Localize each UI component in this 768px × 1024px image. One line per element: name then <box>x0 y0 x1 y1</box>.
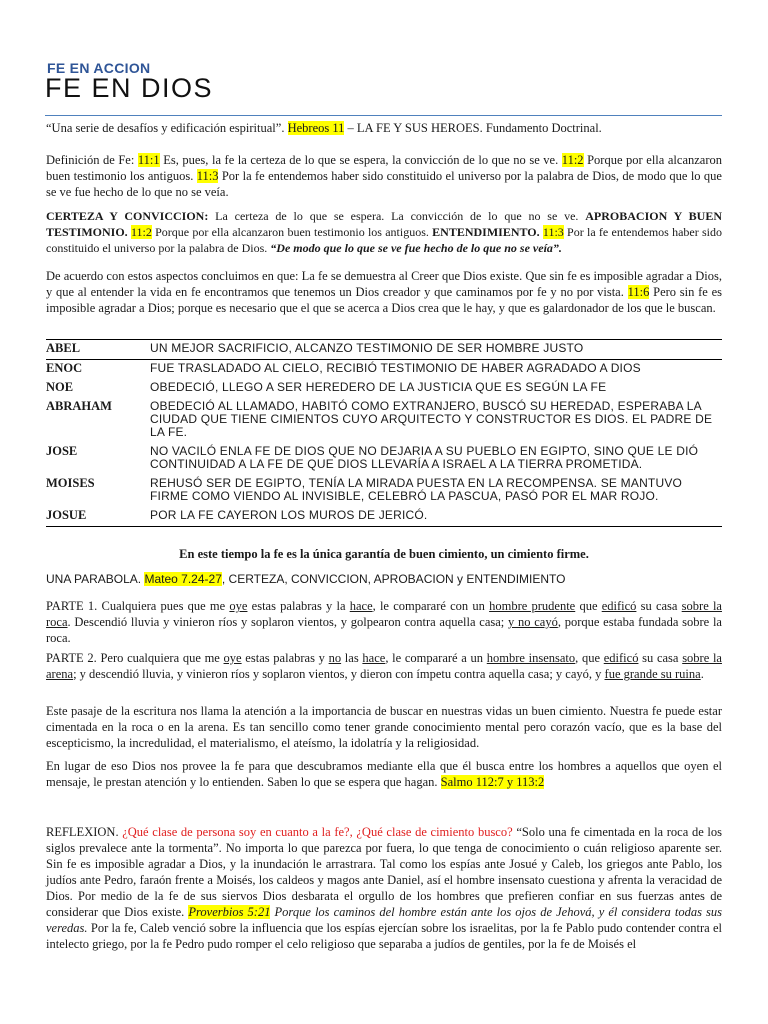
hero-description: OBEDECIÓ, LLEGO A SER HEREDERO DE LA JUSTICIA QUE ES SEGÚN LA FE <box>150 380 607 394</box>
section-kicker: FE EN ACCION <box>47 60 151 76</box>
parte1-paragraph: PARTE 1. Cualquiera pues que me oye estas palabras y la hace, le compararé con un hombre prudente que edificó su casa sobre la roca. Descendió lluvia y vinieron ríos y soplaron vientos, y golpearon contra aquella casa; y no cayó, porque estaba fundada sobre la roca. <box>46 599 722 645</box>
hero-description: NO VACILÓ ENLA FE DE DIOS QUE NO DEJARIA A SU PUEBLO EN EGIPTO, SINO QUE LE DIÓ CONTINUIDAD A LA FE DE QUE DIOS LLEVARÍA A ISRAEL A LA TIERRA PROMETIDA. <box>150 444 699 471</box>
definition-paragraph: Definición de Fe: 11:1 Es, pues, la fe la certeza de lo que se espera, la convicción de lo que no se ve. 11:2 Porque por ella alcanzaron buen testimonio los antiguos. 11:3 Por la fe entendemos haber sido constituido el universo por la palabra de Dios, de modo que lo que se ve fue hecho de lo que no se veía. <box>46 153 722 199</box>
summary-note: En este tiempo la fe es la única garantía de buen cimiento, un cimiento firme. <box>179 547 589 561</box>
intro-paragraph: “Una serie de desafíos y edificación espiritual”. Hebreos 11 – LA FE Y SUS HEROES. Fundamento Doctrinal. <box>46 121 602 135</box>
hero-description: REHUSÓ SER DE EGIPTO, TENÍA LA MIRADA PUESTA EN LA RECOMPENSA. SE MANTUVO FIRME COMO VIENDO AL INVISIBLE, CELEBRÓ LA PASCUA, PASÓ POR EL MAR ROJO. <box>150 476 683 503</box>
table-row <box>46 340 722 360</box>
table-row <box>46 398 722 443</box>
table-row <box>46 475 722 507</box>
heroes-table <box>46 339 722 527</box>
hero-description: FUE TRASLADADO AL CIELO, RECIBIÓ TESTIMONIO DE HABER AGRADADO A DIOS <box>150 361 641 375</box>
hero-name: ABRAHAM <box>46 399 112 413</box>
hero-description: OBEDECIÓ AL LLAMADO, HABITÓ COMO EXTRANJERO, BUSCÓ SU HEREDAD, ESPERABA LA CIUDAD QUE TIENE CIMIENTOS CUYO ARQUITECTO Y CONSTRUCTOR ES DIOS. EL PADRE DE LA FE. <box>150 399 713 439</box>
bible-reference: 11:2 <box>130 225 152 239</box>
parabola-heading: UNA PARABOLA. Mateo 7.24-27, CERTEZA, CONVICCION, APROBACION y ENTENDIMIENTO <box>46 572 566 586</box>
bible-reference: Proverbios 5:21 <box>188 905 271 919</box>
bible-reference: 11:1 <box>137 153 160 167</box>
heading-certeza: CERTEZA Y CONVICCION: <box>46 209 209 223</box>
title-divider <box>45 115 722 116</box>
bible-reference: 11:3 <box>542 225 564 239</box>
bible-reference: Mateo 7.24-27 <box>144 572 222 586</box>
reflexion-paragraph: REFLEXION. ¿Qué clase de persona soy en cuanto a la fe?, ¿Qué clase de cimiento busco? “Solo una fe cimentada en la roca de los siglos prevalece ante la tormenta”. No importa lo que parezca por fuera, lo que tenga de conocimiento o cuán religioso aparente ser. Sin fe es imposible agradar a Dios, y la inundación le arrastrara. Tal como los espías ante Josué y Caleb, los griegos ante Pablo, los judíos ante Pedro, faraón frente a Moisés, los caldeos y magos ante Daniel, así el hombre insensato cuestiona y afrenta la veracidad de Dios. Por medio de la fe de sus siervos Dios desbarata el orgullo de los hombres que prefieren confiar en sus fuerzas antes de considerar que Dios existe. Proverbios 5:21 Porque los caminos del hombre están ante los ojos de Jehová, y él considera todas sus veredas. Por la fe, Caleb venció sobre la influencia que los espías ejercían sobre los israelitas, por la fe Pablo pudo contender contra el intelecto griego, por la fe Pedro pudo romper el celo religioso que separaba a judíos de gentiles, por la fe de Moisés el <box>46 825 722 951</box>
heading-aprobacion: APROBACION Y BUEN TESTIMONIO. <box>46 209 722 239</box>
certeza-paragraph: CERTEZA Y CONVICCION: La certeza de lo que se espera. La convicción de lo que no se ve. APROBACION Y BUEN TESTIMONIO. 11:2 Porque por ella alcanzaron buen testimonio los antiguos. ENTENDIMIENTO. 11:3 Por la fe entendemos haber sido constituido el universo por la palabra de Dios. “De modo que lo que se ve fue hecho de lo que no se veía”. <box>46 209 723 255</box>
bible-reference: Hebreos 11 <box>287 121 345 135</box>
bible-reference: 11:6 <box>627 285 650 299</box>
page-title: FE EN DIOS <box>45 73 214 103</box>
hero-name: JOSE <box>46 444 78 458</box>
hero-description: POR LA FE CAYERON LOS MUROS DE JERICÓ. <box>150 507 722 527</box>
bible-reference: 11:2 <box>561 153 584 167</box>
table-row <box>46 360 722 380</box>
hero-name: ENOC <box>46 361 83 375</box>
quote: “De modo que lo que se ve fue hecho de lo que no se veía”. <box>270 241 562 255</box>
lugar-paragraph: En lugar de eso Dios nos provee la fe para que descubramos mediante ella que él busca entre los hombres a aquellos que oyen el mensaje, le prestan atención y lo entienden. Saben lo que se espera que hagan. Salmo 112:7 y 113:2 <box>46 759 722 789</box>
table-row <box>46 443 722 475</box>
hero-name: MOISES <box>46 476 95 490</box>
table-row <box>46 379 722 398</box>
bible-reference: Salmo 112:7 y 113:2 <box>440 775 545 789</box>
hero-name: ABEL <box>46 340 150 360</box>
parte2-paragraph: PARTE 2. Pero cualquiera que me oye estas palabras y no las hace, le compararé a un hombre insensato, que edificó su casa sobre la arena; y descendió lluvia, y vinieron ríos y soplaron vientos, y dieron con ímpetu contra aquella casa; y cayó, y fue grande su ruina. <box>46 651 722 681</box>
reflexion-question: ¿Qué clase de persona soy en cuanto a la fe?, ¿Qué clase de cimiento busco? <box>122 825 513 839</box>
hero-name: JOSUE <box>46 507 150 527</box>
acuerdo-paragraph: De acuerdo con estos aspectos concluimos en que: La fe se demuestra al Creer que Dios existe. Que sin fe es imposible agradar a Dios, y que al entender la vida en fe encontramos que tenemos un Dios creador y que caminamos por fe y no por vista. 11:6 Pero sin fe es imposible agradar a Dios; porque es necesario que el que se acerca a Dios crea que le hay, y que es galardonador de los que le buscan. <box>46 269 722 315</box>
hero-description: UN MEJOR SACRIFICIO, ALCANZO TESTIMONIO DE SER HOMBRE JUSTO <box>150 340 722 360</box>
hero-name: NOE <box>46 380 74 394</box>
table-row <box>46 507 722 527</box>
pasaje-paragraph: Este pasaje de la escritura nos llama la atención a la importancia de buscar en nuestras vidas un buen cimiento. Nuestra fe puede estar cimentada en la roca o en la arena. Es tan sencillo como tener grande conocimiento mental pero corazón vacío, que es la base del escepticismo, la incredulidad, el materialismo, el ateísmo, la idolatría y la religiosidad. <box>46 704 722 750</box>
heading-entendimiento: ENTENDIMIENTO. <box>432 225 540 239</box>
bible-reference: 11:3 <box>196 169 219 183</box>
